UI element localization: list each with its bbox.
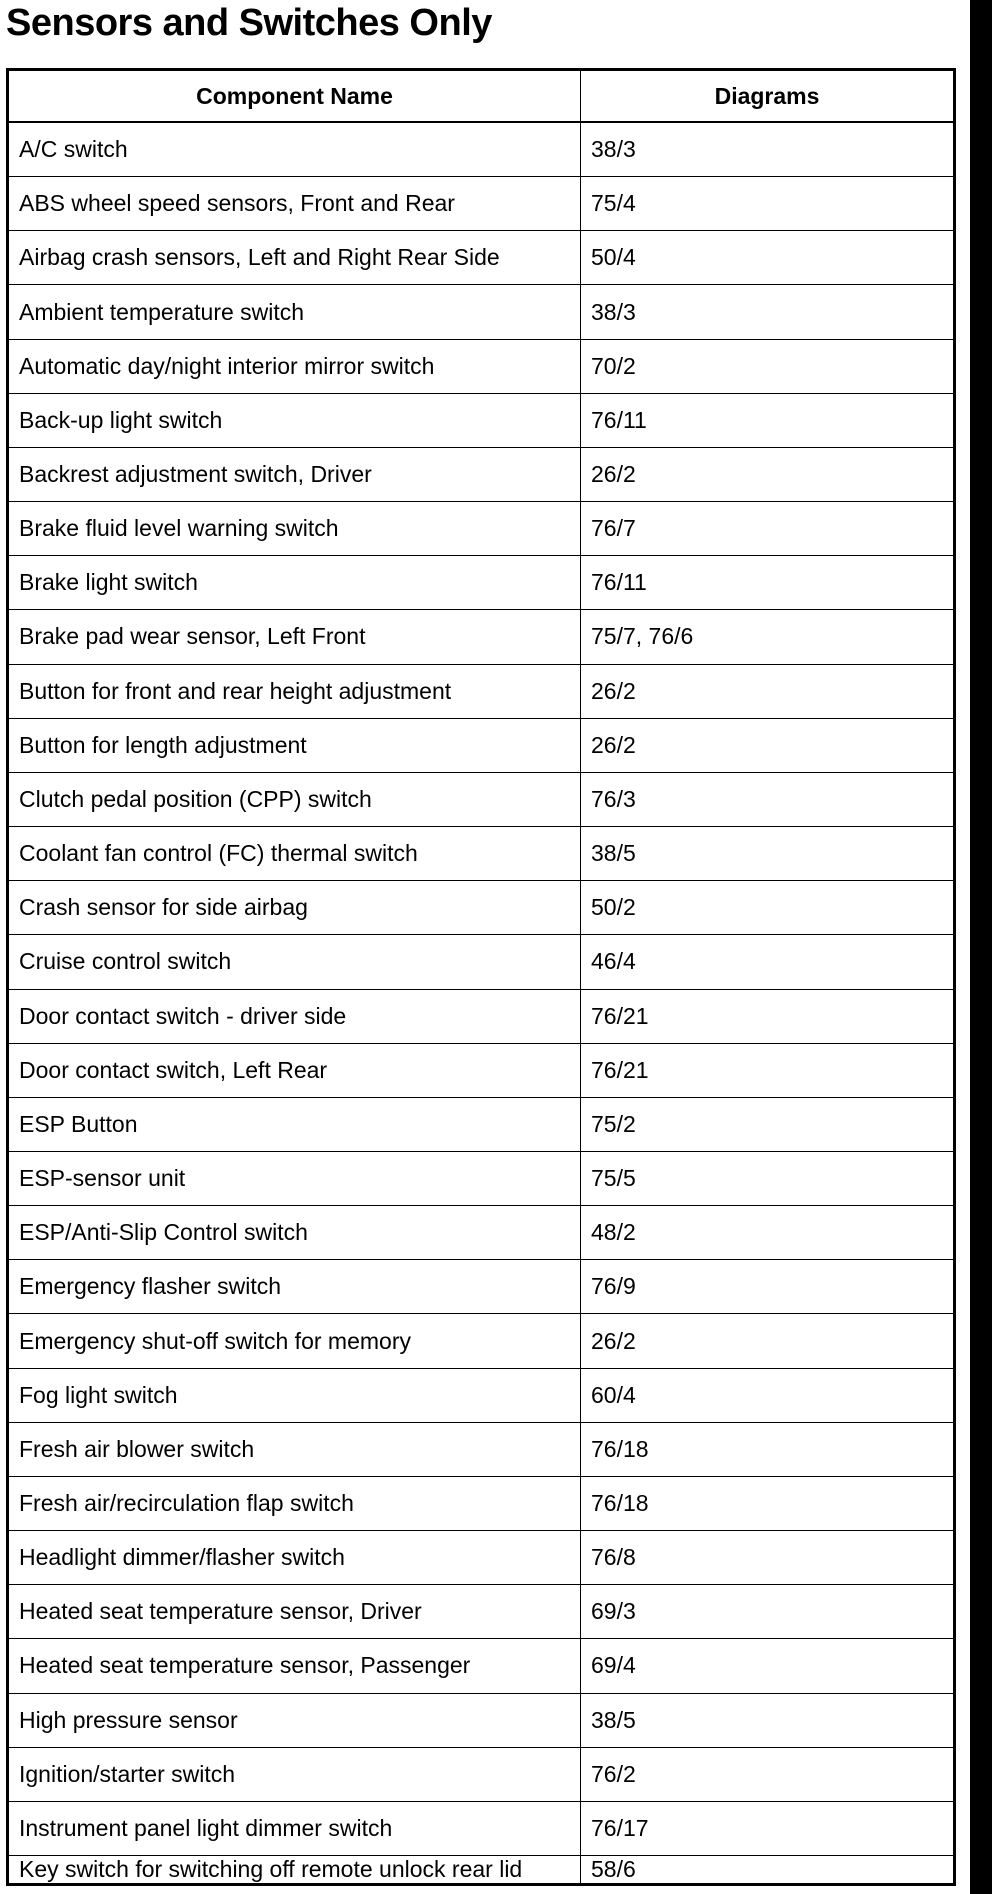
component-name-cell: Emergency flasher switch bbox=[9, 1260, 581, 1314]
diagrams-cell: 58/6 bbox=[591, 1856, 636, 1882]
diagrams-cell: 26/2 bbox=[581, 448, 953, 502]
component-name-cell: Ignition/starter switch bbox=[9, 1748, 581, 1802]
component-name-cell: ESP/Anti-Slip Control switch bbox=[9, 1206, 581, 1260]
diagrams-cell: 26/2 bbox=[581, 665, 953, 719]
diagrams-cell: 38/5 bbox=[581, 1694, 953, 1748]
diagrams-cell: 76/18 bbox=[581, 1477, 953, 1531]
component-name-cell: Coolant fan control (FC) thermal switch bbox=[9, 827, 581, 881]
diagrams-cell: 70/2 bbox=[581, 340, 953, 394]
component-name-cell: Instrument panel light dimmer switch bbox=[9, 1802, 581, 1856]
diagrams-cell: 76/17 bbox=[581, 1802, 953, 1856]
component-name-cell: Ambient temperature switch bbox=[9, 285, 581, 339]
diagrams-cell: 60/4 bbox=[581, 1369, 953, 1423]
diagrams-cell: 38/5 bbox=[581, 827, 953, 881]
diagrams-cell: 69/4 bbox=[581, 1639, 953, 1693]
diagrams-cell: 76/3 bbox=[581, 773, 953, 827]
component-name-cell: Emergency shut-off switch for memory bbox=[9, 1314, 581, 1368]
diagrams-cell: 76/11 bbox=[581, 394, 953, 448]
column-header-component-name: Component Name bbox=[9, 71, 581, 123]
component-name-cell: ESP Button bbox=[9, 1098, 581, 1152]
component-name-cell: Button for front and rear height adjustment bbox=[9, 665, 581, 719]
component-name-cell: Heated seat temperature sensor, Driver bbox=[9, 1585, 581, 1639]
diagrams-cell: 76/9 bbox=[581, 1260, 953, 1314]
diagrams-cell: 69/3 bbox=[581, 1585, 953, 1639]
diagrams-cell: 75/2 bbox=[581, 1098, 953, 1152]
component-name-cell: Fresh air blower switch bbox=[9, 1423, 581, 1477]
component-name-cell: Crash sensor for side airbag bbox=[9, 881, 581, 935]
diagrams-cell: 76/18 bbox=[581, 1423, 953, 1477]
diagrams-cell: 76/11 bbox=[581, 556, 953, 610]
component-name-cell: ESP-sensor unit bbox=[9, 1152, 581, 1206]
components-table bbox=[6, 68, 956, 1886]
diagrams-cell: 75/5 bbox=[581, 1152, 953, 1206]
diagrams-cell: 76/2 bbox=[581, 1748, 953, 1802]
diagrams-cell: 26/2 bbox=[581, 1314, 953, 1368]
diagrams-cell: 76/8 bbox=[581, 1531, 953, 1585]
component-name-cell: Brake pad wear sensor, Left Front bbox=[9, 610, 581, 664]
component-name-cell: Brake fluid level warning switch bbox=[9, 502, 581, 556]
component-name-cell: Back-up light switch bbox=[9, 394, 581, 448]
diagrams-cell: 75/7, 76/6 bbox=[581, 610, 953, 664]
component-name-cell: Button for length adjustment bbox=[9, 719, 581, 773]
component-name-cell: Brake light switch bbox=[9, 556, 581, 610]
component-name-cell: Door contact switch - driver side bbox=[9, 990, 581, 1044]
diagrams-cell: 48/2 bbox=[581, 1206, 953, 1260]
component-name-cell: Fog light switch bbox=[9, 1369, 581, 1423]
diagrams-cell: 38/3 bbox=[581, 123, 953, 177]
diagrams-cell: 38/3 bbox=[581, 285, 953, 339]
diagrams-cell: 76/21 bbox=[581, 1044, 953, 1098]
diagrams-cell: 76/21 bbox=[581, 990, 953, 1044]
component-name-cell: Automatic day/night interior mirror switch bbox=[9, 340, 581, 394]
component-name-cell: ABS wheel speed sensors, Front and Rear bbox=[9, 177, 581, 231]
component-name-cell: Fresh air/recirculation flap switch bbox=[9, 1477, 581, 1531]
page-title: Sensors and Switches Only bbox=[6, 2, 492, 44]
diagrams-cell: 46/4 bbox=[581, 935, 953, 989]
diagrams-cell: 75/4 bbox=[581, 177, 953, 231]
diagrams-cell: 50/2 bbox=[581, 881, 953, 935]
page-edge-bar bbox=[970, 0, 992, 1894]
component-name-cell: Headlight dimmer/flasher switch bbox=[9, 1531, 581, 1585]
component-name-cell: High pressure sensor bbox=[9, 1694, 581, 1748]
component-name-cell: Key switch for switching off remote unlock rear lid bbox=[9, 1856, 581, 1883]
column-header-diagrams: Diagrams bbox=[581, 71, 953, 123]
component-name-cell: A/C switch bbox=[9, 123, 581, 177]
diagrams-cell: 76/7 bbox=[581, 502, 953, 556]
component-name-cell: Cruise control switch bbox=[9, 935, 581, 989]
component-name-cell: Backrest adjustment switch, Driver bbox=[9, 448, 581, 502]
diagrams-cell: 26/2 bbox=[581, 719, 953, 773]
diagrams-cell: 50/4 bbox=[581, 231, 953, 285]
component-name-cell: Heated seat temperature sensor, Passenger bbox=[9, 1639, 581, 1693]
component-name-cell: Door contact switch, Left Rear bbox=[9, 1044, 581, 1098]
component-name-cell: Clutch pedal position (CPP) switch bbox=[9, 773, 581, 827]
component-name-cell: Airbag crash sensors, Left and Right Rear Side bbox=[9, 231, 581, 285]
